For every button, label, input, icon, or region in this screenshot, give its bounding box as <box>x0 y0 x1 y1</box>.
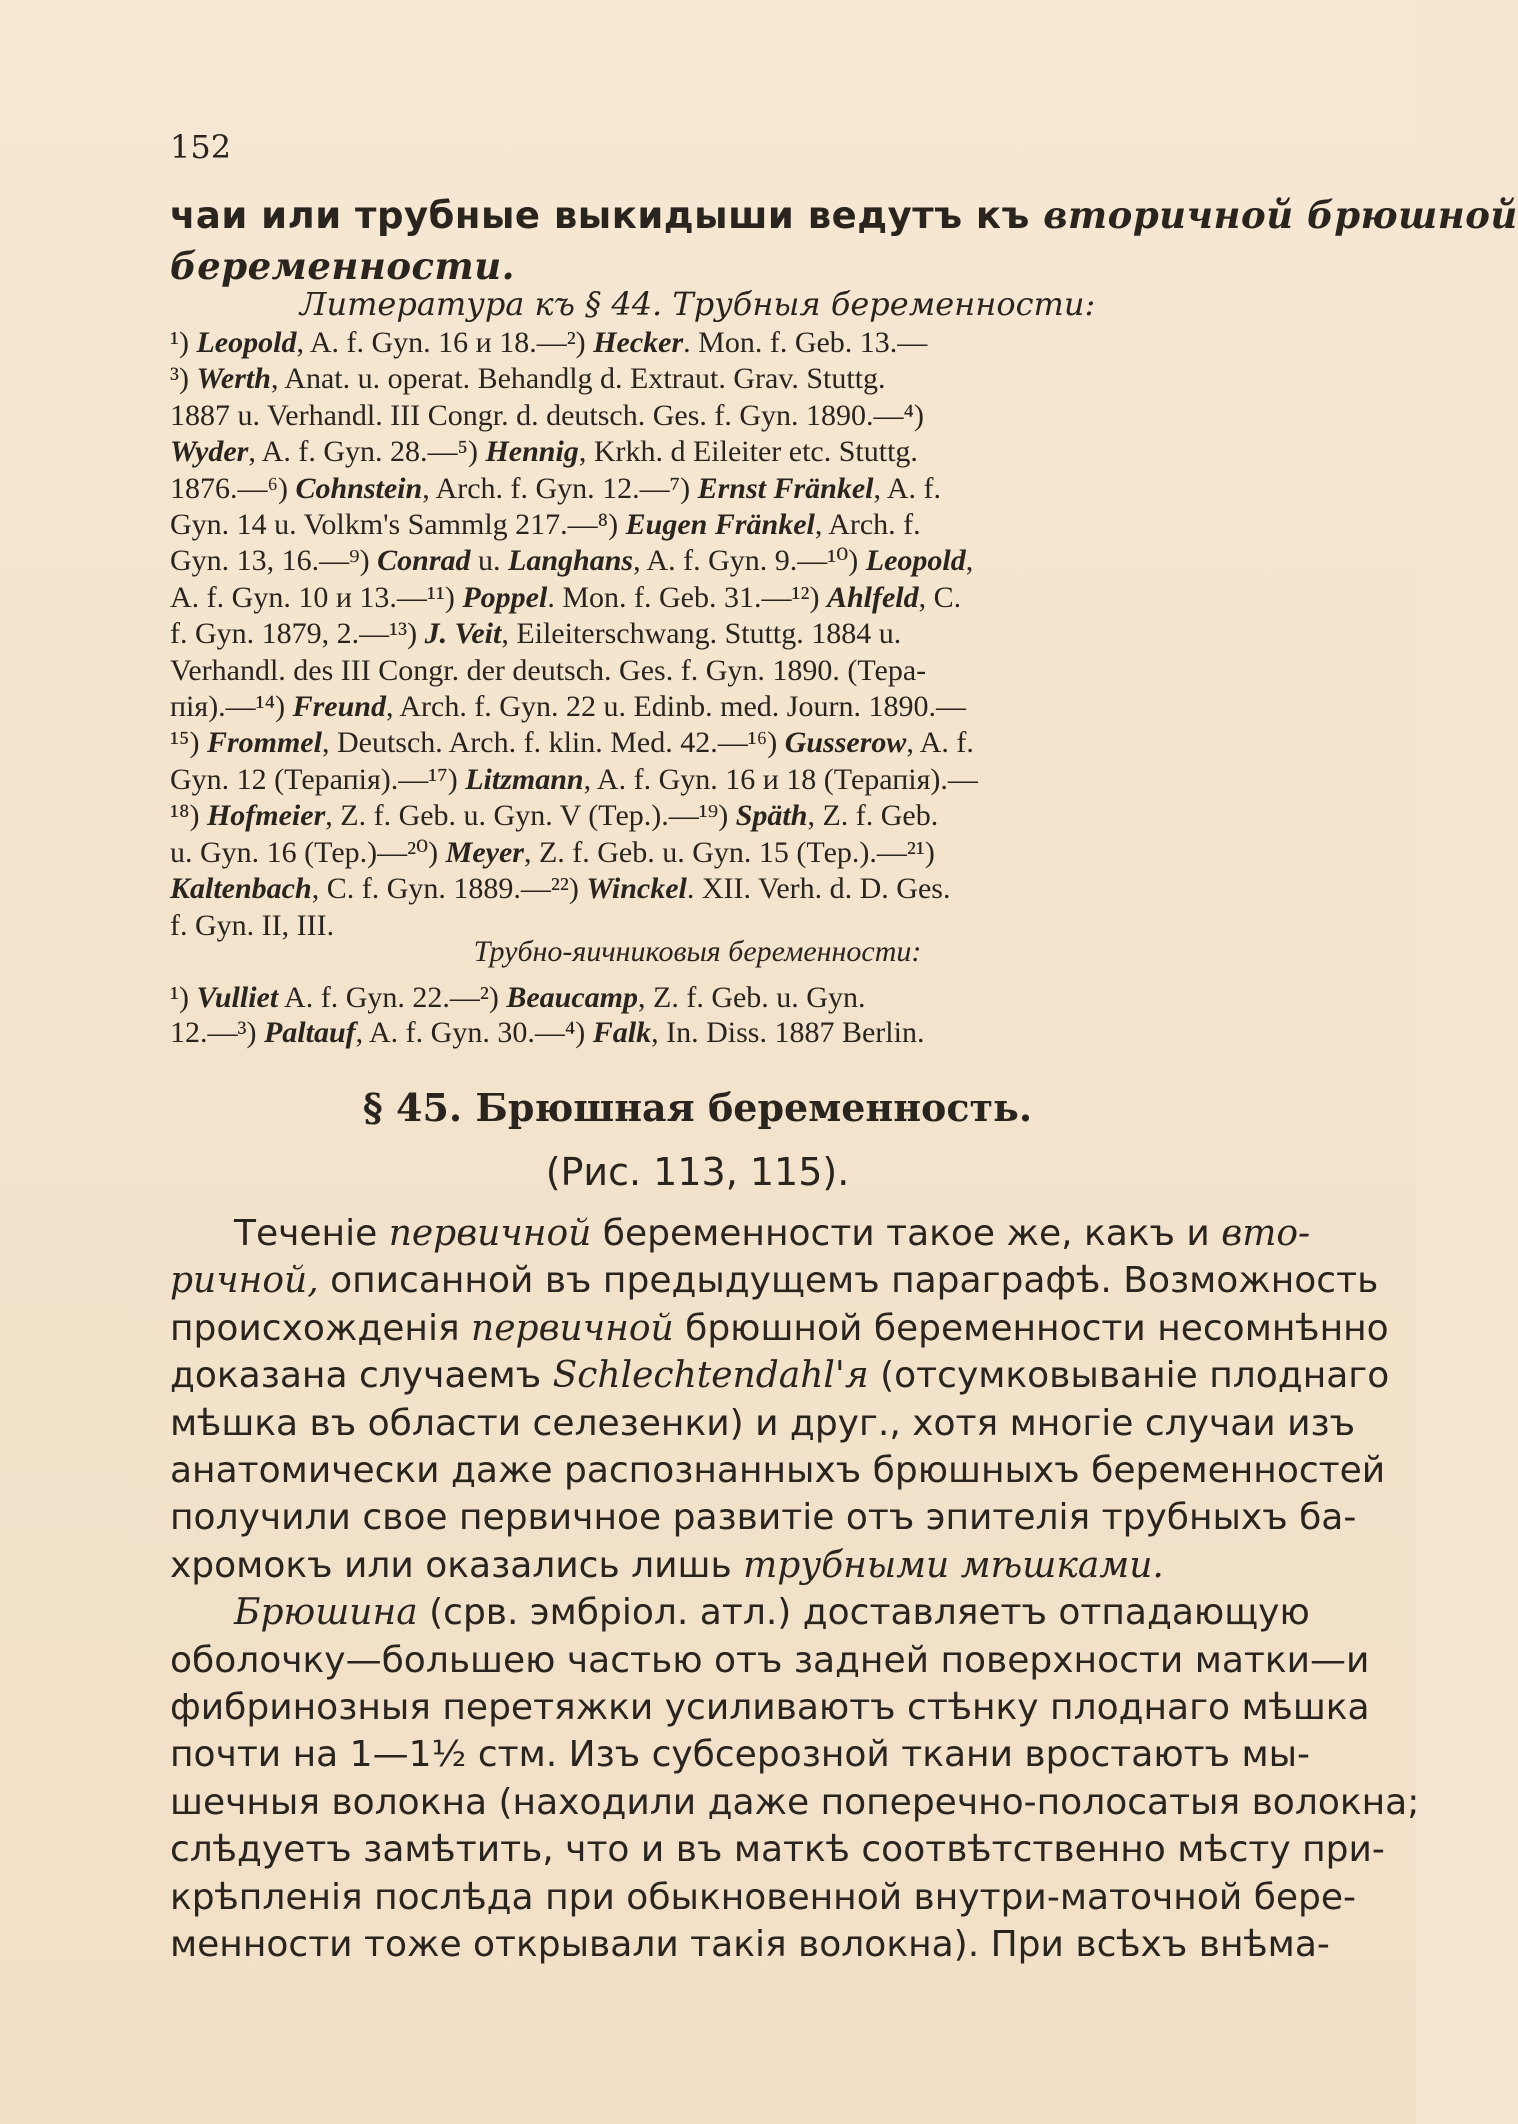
citation-text: , Z. f. Geb. u. Gyn. <box>638 981 866 1014</box>
plain-text: крѣпленія послѣда при обыкновенной внутри-маточной бере- <box>170 1876 1357 1918</box>
emphasis-text: первичной <box>471 1307 674 1349</box>
citation-text: , <box>965 544 974 578</box>
citation-text: , A. f. Gyn. 28.—⁵) <box>248 435 486 469</box>
citation-text: пія).—¹⁴) <box>170 690 293 724</box>
plain-text: описанной въ предыдущемъ параграфѣ. Возможность <box>318 1260 1379 1302</box>
reference-line <box>170 798 1225 834</box>
author-name: Leopold <box>196 326 297 359</box>
reference-line <box>170 580 1225 616</box>
reference-line <box>170 616 1225 652</box>
citation-text: , Z. f. Geb. u. Gyn. 15 (Тер.).—²¹) <box>523 835 935 869</box>
citation-text: . Mon. f. Geb. 13.— <box>683 326 928 359</box>
references-list <box>170 325 1225 944</box>
citation-text: , Arch. f. Gyn. 22 u. Edinb. med. Journ. 1890.— <box>386 690 966 724</box>
emphasis-text: ричной, <box>170 1260 319 1302</box>
paragraph-line <box>170 1257 1379 1304</box>
citation-text: 1887 u. Verhandl. III Congr. d. deutsch. Ges. f. Gyn. 1890.—⁴) <box>170 398 924 432</box>
literature-heading: Литература къ § 44. Трубныя беременности: <box>299 285 1096 323</box>
citation-text: , A. f. Gyn. 9.—¹⁰) <box>633 544 866 578</box>
citation-text: Gyn. 14 u. Volkm's Sammlg 217.—⁸) <box>170 508 626 542</box>
reference-line <box>170 361 1225 397</box>
emphasis-text: Брюшина <box>234 1592 418 1634</box>
citation-text: , Eileiterschwang. Stuttg. 1884 u. <box>501 617 902 651</box>
author-name: Paltauf <box>263 1016 356 1049</box>
author-name: Ernst Fränkel <box>697 471 874 505</box>
paragraph-line <box>170 1447 1386 1494</box>
citation-text: , C. f. Gyn. 1889.—²²) <box>311 872 587 906</box>
citation-text: u. <box>470 544 508 578</box>
emphasis-text: вто- <box>1221 1213 1311 1254</box>
author-name: Freund <box>292 690 386 724</box>
citation-text: , Z. f. Geb. u. Gyn. V (Тер.).—¹⁹) <box>325 799 736 833</box>
page-number: 152 <box>170 128 232 166</box>
plain-text: (срв. эмбріол. атл.) доставляетъ отпадающую <box>417 1592 1310 1634</box>
reference-line <box>170 762 1225 798</box>
plain-text: доказана случаемъ <box>170 1355 553 1397</box>
paragraph-line <box>170 1210 1311 1257</box>
reference-line <box>170 434 1225 470</box>
citation-text: , A. f. <box>906 726 974 760</box>
reference-line <box>170 871 1225 907</box>
tubo-ovarian-heading: Трубно-яичниковыя беременности: <box>473 935 922 968</box>
author-name: Werth <box>196 362 271 396</box>
citation-text: ¹) <box>170 326 197 359</box>
citation-text: , Deutsch. Arch. f. klin. Med. 42.—¹⁶) <box>321 726 785 760</box>
plain-text: шечныя волокна (находили даже поперечно-полосатыя волокна; <box>170 1781 1420 1823</box>
citation-text: , Anat. u. operat. Behandlg d. Extraut. Grav. Stuttg. <box>270 362 886 396</box>
plain-text: беременности такое же, какъ и <box>591 1213 1222 1254</box>
author-name: Litzmann <box>465 762 584 796</box>
reference-line <box>170 507 1225 543</box>
citation-text: Gyn. 13, 16.—⁹) <box>170 544 378 578</box>
citation-text: ¹) <box>170 981 197 1014</box>
paragraph-line <box>170 1589 1310 1636</box>
author-name: Conrad <box>377 544 471 578</box>
text-line: беременности. <box>170 244 515 288</box>
author-name: Hennig <box>485 435 579 469</box>
citation-text: , Arch. f. <box>814 508 921 542</box>
emphasis-text: Schlechtendahl'я <box>552 1355 869 1397</box>
author-name: Hofmeier <box>206 799 326 833</box>
reference-line <box>170 471 1225 507</box>
plain-text: оболочку—большею частью отъ задней поверхности матки—и <box>170 1639 1370 1681</box>
reference-line <box>170 725 1225 761</box>
citation-text: u. Gyn. 16 (Тер.)—²⁰) <box>170 835 446 869</box>
author-name: Falk <box>592 1016 652 1049</box>
author-name: Ahlfeld <box>826 580 919 614</box>
citation-text: , In. Diss. 1887 Berlin. <box>651 1016 925 1049</box>
citation-text: Verhandl. des III Congr. der deutsch. Ges. f. Gyn. 1890. (Тера- <box>170 653 927 687</box>
paragraph-line <box>170 1637 1370 1684</box>
citation-text: ³) <box>170 362 197 396</box>
citation-text: f. Gyn. 1879, 2.—¹³) <box>170 617 425 651</box>
plain-text: брюшной беременности несомнѣнно <box>673 1307 1389 1349</box>
citation-text: Gyn. 12 (Терапія).—¹⁷) <box>170 762 466 796</box>
author-name: Gusserow <box>784 726 907 760</box>
reference-line <box>170 398 1225 434</box>
author-name: Meyer <box>445 835 524 869</box>
intro-paragraph <box>170 190 1518 292</box>
reference-line <box>170 325 1225 361</box>
citation-text: , A. f. <box>873 471 942 505</box>
citation-text: f. Gyn. II, III. <box>170 908 335 942</box>
citation-text: ¹⁵) <box>170 726 207 760</box>
paragraph-line <box>170 1779 1420 1826</box>
emphasis-text: первичной <box>388 1213 592 1254</box>
author-name: Vulliet <box>196 981 279 1014</box>
author-name: Leopold <box>865 544 966 578</box>
reference-line <box>170 1015 1225 1050</box>
plain-text: хромокъ или оказались лишь <box>170 1544 744 1586</box>
paragraph-line <box>170 1305 1389 1352</box>
plain-text: слѣдуетъ замѣтить, что и въ маткѣ соотвѣтственно мѣсту при- <box>170 1829 1385 1871</box>
references-list-2 <box>170 980 1225 1050</box>
author-name: Späth <box>735 799 808 833</box>
citation-text: A. f. Gyn. 22.—²) <box>278 981 507 1014</box>
reference-line <box>170 980 1225 1015</box>
citation-text: . Mon. f. Geb. 31.—¹²) <box>547 580 827 614</box>
author-name: Beaucamp <box>506 981 639 1014</box>
author-name: Eugen Fränkel <box>625 508 815 542</box>
text-line: чаи или трубные выкидыши ведутъ къ вторичной брюшной <box>170 193 1518 237</box>
paragraph-line <box>170 1684 1370 1731</box>
plain-text: (отсумковываніе плоднаго <box>868 1355 1390 1397</box>
figure-reference: (Рис. 113, 115). <box>545 1150 850 1194</box>
reference-line <box>170 543 1225 579</box>
paragraph-line <box>170 1400 1356 1447</box>
author-name: Frommel <box>206 726 322 760</box>
plain-text: происхожденія <box>170 1307 472 1349</box>
paragraph-line <box>170 1921 1330 1968</box>
citation-text: , A. f. Gyn. 16 и 18.—²) <box>296 326 594 359</box>
citation-text: . XII. Verh. d. D. Ges. <box>686 872 951 906</box>
paragraph-line <box>170 1494 1357 1541</box>
paragraph-line <box>170 1826 1385 1873</box>
citation-text: 1876.—⁶) <box>170 471 296 505</box>
author-name: Poppel <box>462 580 548 614</box>
reference-line <box>170 653 1225 689</box>
reference-line <box>170 689 1225 725</box>
plain-text: мѣшка въ области селезенки) и друг., хотя многіе случаи изъ <box>170 1402 1356 1444</box>
author-name: Hecker <box>593 326 684 359</box>
section-title: § 45. Брюшная беременность. <box>362 1085 1033 1130</box>
author-name: Kaltenbach <box>170 872 312 906</box>
paragraph-line <box>170 1352 1390 1399</box>
plain-text: менности тоже открывали такія волокна). При всѣхъ внѣма- <box>170 1924 1330 1966</box>
citation-text: , Krkh. d Eileiter etc. Stuttg. <box>578 435 918 469</box>
paragraph-line <box>170 1542 1225 1589</box>
reference-line <box>170 835 1225 871</box>
plain-text: анатомически даже распознанныхъ брюшныхъ беременностей <box>170 1450 1386 1492</box>
plain-text: Теченіе <box>234 1213 389 1254</box>
citation-text: , A. f. Gyn. 16 и 18 (Терапія).— <box>583 762 978 796</box>
citation-text: , A. f. Gyn. 30.—⁴) <box>355 1016 593 1049</box>
citation-text: ¹⁸) <box>170 799 207 833</box>
plain-text: получили свое первичное развитіе отъ эпителія трубныхъ ба- <box>170 1497 1357 1539</box>
plain-text: фибринозныя перетяжки усиливаютъ стѣнку плоднаго мѣшка <box>170 1687 1370 1729</box>
plain-text: почти на 1—1½ стм. Изъ субсерозной ткани вростаютъ мы- <box>170 1734 1311 1776</box>
citation-text: , Z. f. Geb. <box>807 799 939 833</box>
paragraph-line <box>170 1874 1357 1921</box>
citation-text: 12.—³) <box>170 1016 264 1049</box>
author-name: Langhans <box>508 544 634 578</box>
author-name: J. Veit <box>424 617 502 651</box>
author-name: Winckel <box>586 872 687 906</box>
emphasis-text: трубными мѣшками. <box>743 1544 1164 1586</box>
paragraph-line <box>170 1731 1311 1778</box>
citation-text: A. f. Gyn. 10 и 13.—¹¹) <box>170 580 463 614</box>
body-text <box>170 1210 1420 1969</box>
citation-text: , Arch. f. Gyn. 12.—⁷) <box>422 471 698 505</box>
author-name: Cohnstein <box>295 471 423 505</box>
author-name: Wyder <box>170 435 249 469</box>
citation-text: , C. <box>918 580 962 614</box>
